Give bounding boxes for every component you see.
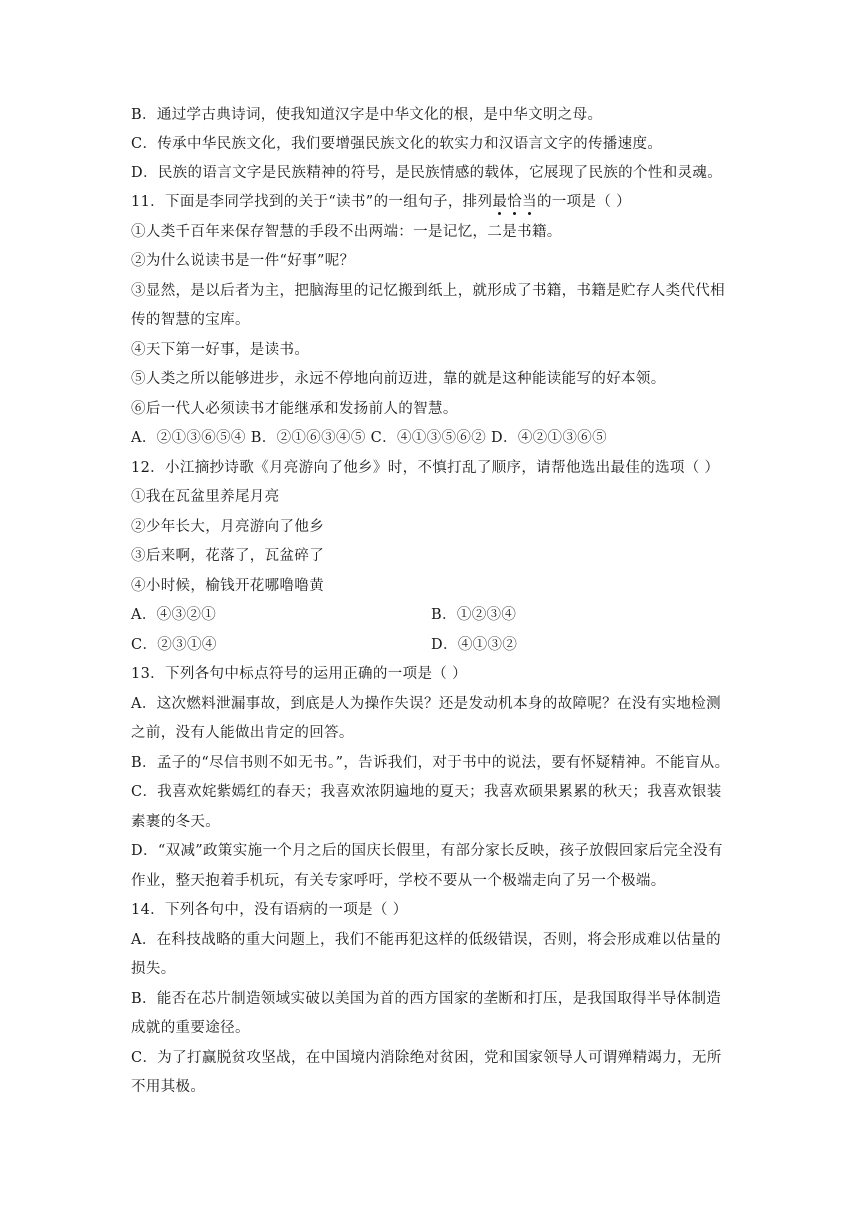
q13-option-d-cont: 作业，整天抱着手机玩，有关专家呼吁，学校不要从一个极端走向了另一个极端。 [131,873,666,889]
q11-sentence-4: ④天下第一好事，是读书。 [131,342,310,358]
q11-sentence-5: ⑤人类之所以能够进步，永远不停地向前迈进，靠的就是这种能读能写的好本领。 [131,371,666,387]
option-d-q10: D．民族的语言文字是民族精神的符号，是民族情感的载体，它展现了民族的个性和灵魂。 [131,165,723,181]
emphasis-char: 最 [492,194,508,210]
question-14-stem: 14．下列各句中，没有语病的一项是（ ） [131,902,408,918]
q13-option-a-cont: 之前，没有人能做出肯定的回答。 [131,725,354,741]
q13-option-c-cont: 素裹的冬天。 [131,814,221,830]
q12-option-b: B．①②③④ [431,607,517,623]
q11-sentence-3-cont: 传的智慧的宝库。 [131,312,250,328]
q14-option-b: B．能否在芯片制造领域实破以美国为首的西方国家的垄断和打压，是我国取得半导体制造 [131,991,722,1007]
question-11-text-after: 的一项是（ ） [536,194,632,210]
q14-option-a: A．在科技战略的重大问题上，我们不能再犯这样的低级错误，否则，将会形成难以估量的 [131,932,721,948]
q14-option-c-cont: 不用其极。 [131,1079,206,1095]
question-13-stem: 13．下列各句中标点符号的运用正确的一项是（ ） [131,666,467,682]
q11-sentence-6: ⑥后一代人必须读书才能继承和发扬前人的智慧。 [131,401,458,417]
q12-line-4: ④小时候，榆钱开花哪噜噜黄 [131,578,325,594]
q13-option-d: D．“双减”政策实施一个月之后的国庆长假里，有部分家长反映，孩子放假回家后完全没有 [131,843,723,859]
q13-option-c: C．我喜欢姹紫嫣红的春天；我喜欢浓阴遍地的夏天；我喜欢硕果累累的秋天；我喜欢银装 [131,784,722,800]
q11-sentence-2: ②为什么说读书是一件“好事”呢？ [131,253,355,269]
question-11-text-before: 11．下面是李同学找到的关于“读书”的一组句子，排列 [131,194,493,210]
q12-option-d: D．④①③② [431,637,518,653]
emphasis-char: 当 [522,194,537,210]
option-c-q10: C．传承中华民族文化，我们要增强民族文化的软实力和汉语言文字的传播速度。 [131,136,663,152]
q12-option-a: A．④③②① [131,607,217,623]
q12-line-2: ②少年长大，月亮游向了他乡 [131,519,325,535]
q11-sentence-3: ③显然，是以后者为主，把脑海里的记忆搬到纸上，就形成了书籍，书籍是贮存人类代代相 [131,283,725,299]
q11-options: A．②①③⑥⑤④ B．②①⑥③④⑤ C．④①③⑤⑥② D．④②①③⑥⑤ [131,430,607,446]
option-b-q10: B．通过学古典诗词，使我知道汉字是中华文化的根，是中华文明之母。 [131,107,603,123]
emphasis-char: 恰 [507,194,523,210]
q14-option-b-cont: 成就的重要途径。 [131,1020,250,1036]
q11-sentence-1: ①人类千百年来保存智慧的手段不出两端：一是记忆，二是书籍。 [131,224,562,240]
q13-option-a: A．这次燃料泄漏事故，到底是人为操作失误？还是发动机本身的故障呢？在没有实地检测 [131,696,721,712]
q14-option-c: C．为了打赢脱贫攻坚战，在中国境内消除绝对贫困，党和国家领导人可谓殚精竭力，无所 [131,1050,722,1066]
q12-line-1: ①我在瓦盆里养尾月亮 [131,489,280,505]
q12-option-c: C．②③①④ [131,637,217,653]
q12-line-3: ③后来啊，花落了，瓦盆碎了 [131,548,325,564]
question-11-stem [131,192,631,212]
q13-option-b: B．孟子的“尽信书则不如无书。”，告诉我们，对于书中的说法，要有怀疑精神。不能盲从。 [131,755,730,771]
question-12-stem: 12．小江摘抄诗歌《月亮游向了他乡》时，不慎打乱了顺序，请帮他选出最佳的选项（ ） [131,460,720,476]
q14-option-a-cont: 损失。 [131,961,176,977]
